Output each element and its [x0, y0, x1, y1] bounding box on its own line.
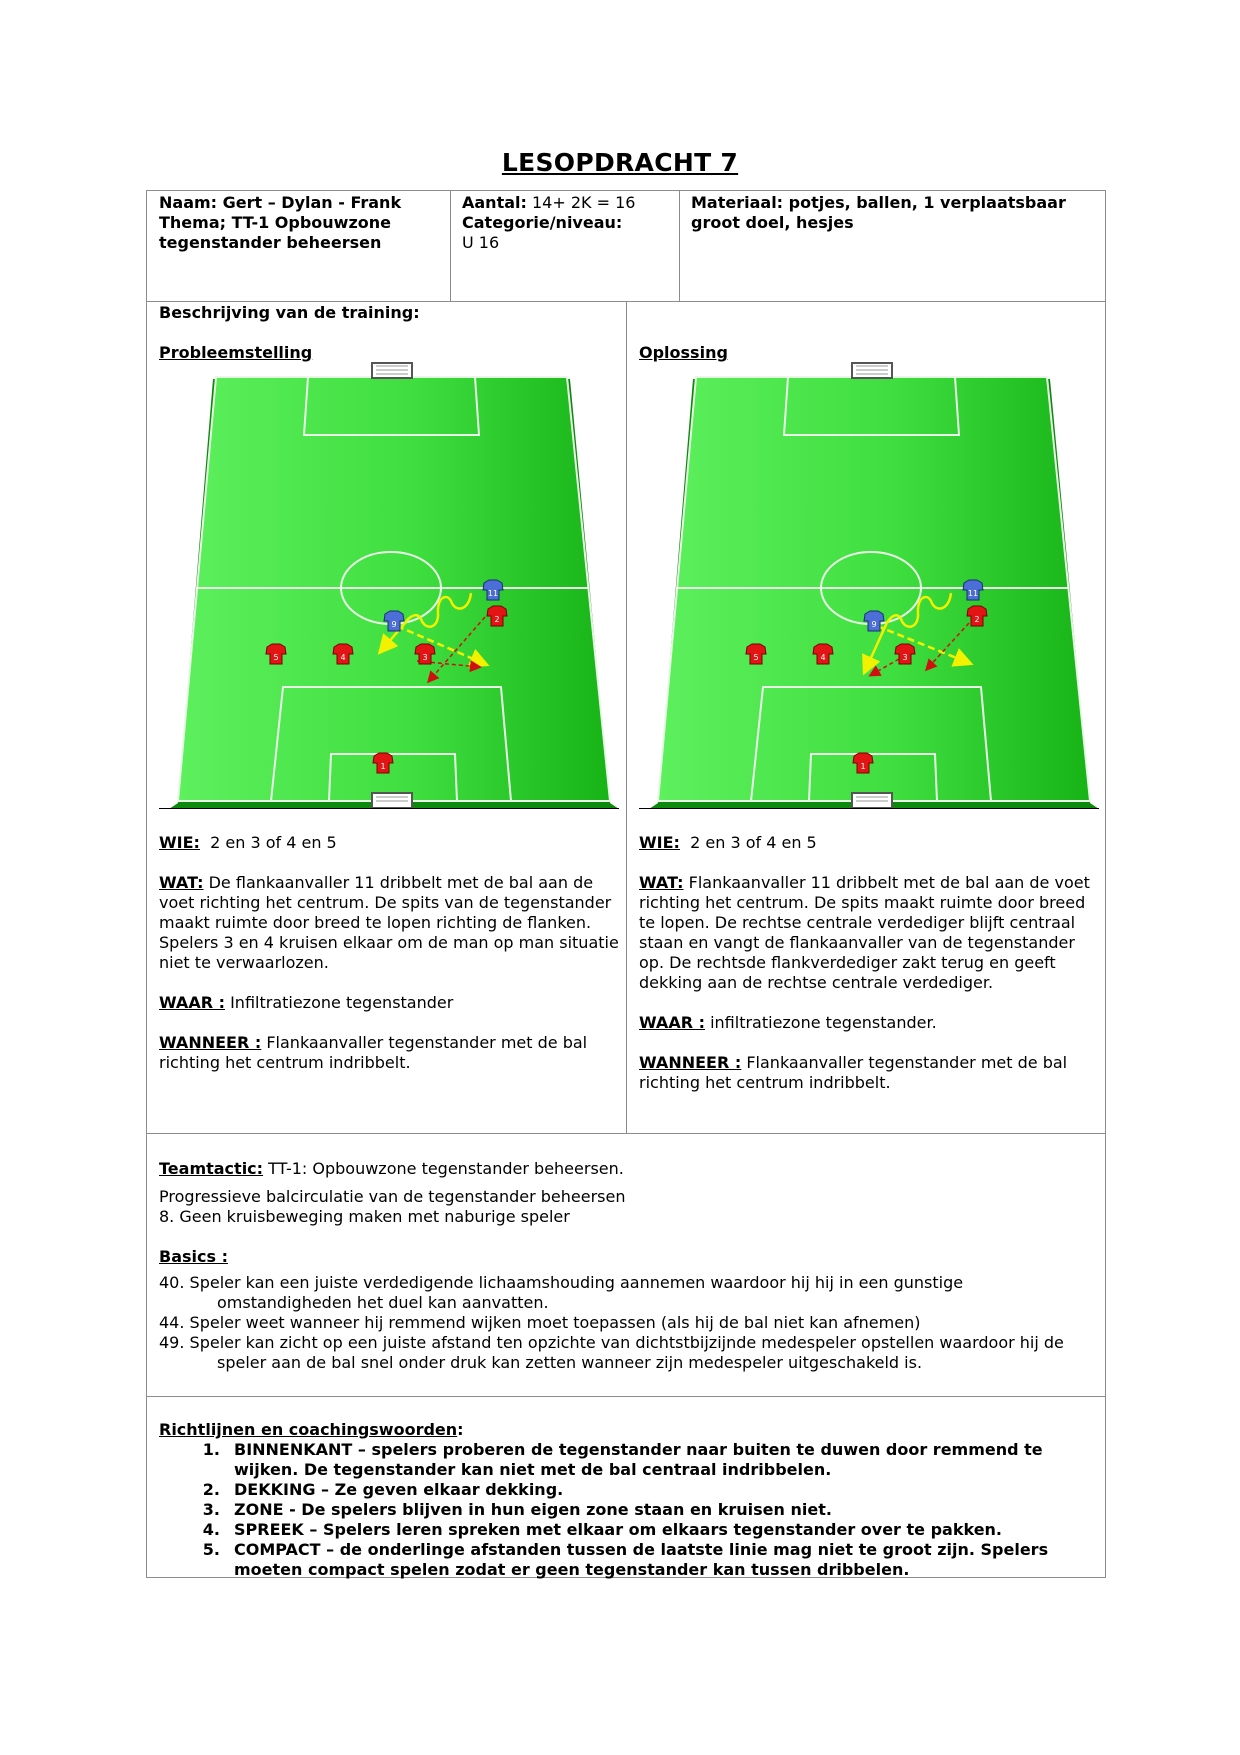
teamtactic-value: TT-1: Opbouwzone tegenstander beheersen.	[268, 1159, 624, 1178]
page-title: LESOPDRACHT 7	[501, 148, 739, 177]
svg-text:3: 3	[902, 653, 908, 662]
svg-text:1: 1	[380, 762, 386, 771]
pitch-field	[649, 363, 1099, 809]
categorie-label: Categorie/niveau:	[462, 213, 623, 232]
teamtactic-line: 8. Geen kruisbeweging maken met naburige speler	[159, 1207, 570, 1226]
list-item: 5. COMPACT – de onderlinge afstanden tussen de laatste linie mag niet te groot zijn. Spelers moeten compact spelen zodat er geen tegenstander kan tussen dribbelen.	[202, 1540, 1049, 1579]
wie-value: 2 en 3 of 4 en 5	[210, 833, 337, 852]
divider	[450, 191, 451, 301]
divider	[159, 808, 619, 809]
wat-value: De flankaanvaller 11 dribbelt met de bal aan de voet richting het centrum. De spits van de tegenstander maakt ruimte door breed te lopen richting de flanken. Spelers 3 en 4 kruisen elkaar om de man op man situatie niet te verwaarlozen.	[159, 873, 619, 972]
waar-label: WAAR :	[159, 993, 225, 1012]
goal-icon	[372, 793, 412, 808]
teamtactic-section	[159, 1159, 1099, 1373]
wat-label: WAT:	[159, 873, 204, 892]
wie-label: WIE:	[159, 833, 200, 852]
waar-value: Infiltratiezone tegenstander	[230, 993, 454, 1012]
svg-text:5: 5	[273, 653, 279, 662]
pitch-field	[169, 363, 619, 809]
divider	[679, 191, 680, 301]
wanneer-label: WANNEER :	[159, 1033, 262, 1052]
theme: Thema; TT-1 Opbouwzone tegenstander beheersen	[159, 213, 391, 252]
wie-value: 2 en 3 of 4 en 5	[690, 833, 817, 852]
svg-text:9: 9	[391, 620, 397, 629]
svg-text:3: 3	[422, 653, 428, 662]
svg-text:4: 4	[820, 653, 826, 662]
svg-text:4: 4	[340, 653, 346, 662]
svg-text:2: 2	[974, 615, 980, 624]
lesson-table	[146, 190, 1106, 1578]
list-item: 1. BINNENKANT – spelers proberen de tegenstander naar buiten te duwen door remmend te wijken. De tegenstander kan niet met de bal centraal indribbelen.	[202, 1440, 1043, 1479]
goal-icon	[852, 363, 892, 378]
richtlijnen-list	[159, 1440, 1099, 1580]
wie-label: WIE:	[639, 833, 680, 852]
goal-icon	[372, 363, 412, 378]
training-right	[639, 343, 1099, 363]
divider	[639, 808, 1099, 809]
divider	[147, 1133, 1105, 1134]
divider	[147, 1396, 1105, 1397]
list-item: 2. DEKKING – Ze geven elkaar dekking.	[202, 1480, 564, 1499]
divider	[626, 301, 627, 1133]
svg-text:1: 1	[860, 762, 866, 771]
solution-description	[639, 833, 1099, 1093]
problem-heading: Probleemstelling	[159, 343, 313, 362]
wanneer-value: Flankaanvaller tegenstander met de bal richting het centrum indribbelt.	[159, 1033, 588, 1072]
richtlijnen-label: Richtlijnen en coachingswoorden	[159, 1420, 458, 1439]
wat-value: Flankaanvaller 11 dribbelt met de bal aan de voet richting het centrum. De spits maakt ruimte door breed te lopen. De rechtse centrale verdediger blijft centraal staan en vangt de flankaanvaller van de tegenstander op. De rechtsde flankverdediger zakt terug en geeft dekking aan de rechtse centrale verdediger.	[639, 873, 1090, 992]
basics-item: 40. Speler kan een juiste verdedigende lichaamshouding aannemen waardoor hij hij in een gunstige omstandigheden het duel kan aanvatten.	[159, 1273, 964, 1312]
teamtactic-line: Progressieve balcirculatie van de tegenstander beheersen	[159, 1187, 626, 1206]
wat-label: WAT:	[639, 873, 684, 892]
names: Naam: Gert – Dylan - Frank	[159, 193, 402, 212]
svg-text:9: 9	[871, 620, 877, 629]
waar-label: WAAR :	[639, 1013, 705, 1032]
materiaal: Materiaal: potjes, ballen, 1 verplaatsbaar groot doel, hesjes	[691, 193, 1066, 232]
waar-value: infiltratiezone tegenstander.	[710, 1013, 937, 1032]
basics-label: Basics :	[159, 1247, 228, 1266]
header-count-cell	[462, 193, 672, 253]
teamtactic-label: Teamtactic:	[159, 1159, 264, 1178]
svg-text:2: 2	[494, 615, 500, 624]
list-item: 4. SPREEK – Spelers leren spreken met elkaar om elkaars tegenstander over te pakken.	[202, 1520, 1003, 1539]
solution-heading: Oplossing	[639, 343, 728, 362]
basics-item: 49. Speler kan zicht op een juiste afstand ten opzichte van dichtstbijzijnde medespeler opstellen waardoor hij de speler aan de bal snel onder druk kan zetten wanneer zijn medespeler uitgeschakeld is.	[159, 1333, 1064, 1372]
aantal-value: 14+ 2K = 16	[532, 193, 636, 212]
goal-icon	[852, 793, 892, 808]
problem-description	[159, 833, 621, 1073]
svg-text:5: 5	[753, 653, 759, 662]
richtlijnen-section: Richtlijnen en coachingswoorden: 1. BINNENKANT – spelers proberen de tegenstander naar buiten te duwen door remmend te wijken. De tegenstander kan niet met de bal centraal indribbelen. 2. DEKKING – Ze geven elkaar dekking. 3. ZONE - De spelers blijven in hun eigen zone staan en kruisen niet. 4. SPREEK – Spelers leren spreken met elkaar om elkaars tegenstander over te pakken. 5. COMPACT – de onderlinge afstanden tussen de laatste linie mag niet te groot zijn. Spelers moeten compact spelen zodat er geen tegenstander kan tussen dribbelen.	[159, 1420, 1099, 1580]
pitch-diagram-problem	[159, 361, 621, 816]
basics-item: 44. Speler weet wanneer hij remmend wijken moet toepassen (als hij de bal niet kan afnemen)	[159, 1313, 921, 1332]
training-heading: Beschrijving van de training:	[159, 303, 420, 322]
wanneer-label: WANNEER :	[639, 1053, 742, 1072]
svg-text:11: 11	[487, 589, 499, 598]
header-names-cell	[159, 193, 444, 253]
wanneer-value: Flankaanvaller tegenstander met de bal richting het centrum indribbelt.	[639, 1053, 1068, 1092]
categorie-value: U 16	[462, 233, 500, 252]
aantal-label: Aantal:	[462, 193, 527, 212]
list-item: 3. ZONE - De spelers blijven in hun eigen zone staan en kruisen niet.	[202, 1500, 832, 1519]
training-left	[159, 303, 621, 363]
pitch-diagram-solution	[639, 361, 1101, 816]
header-material-cell	[691, 193, 1091, 233]
svg-text:11: 11	[967, 589, 979, 598]
